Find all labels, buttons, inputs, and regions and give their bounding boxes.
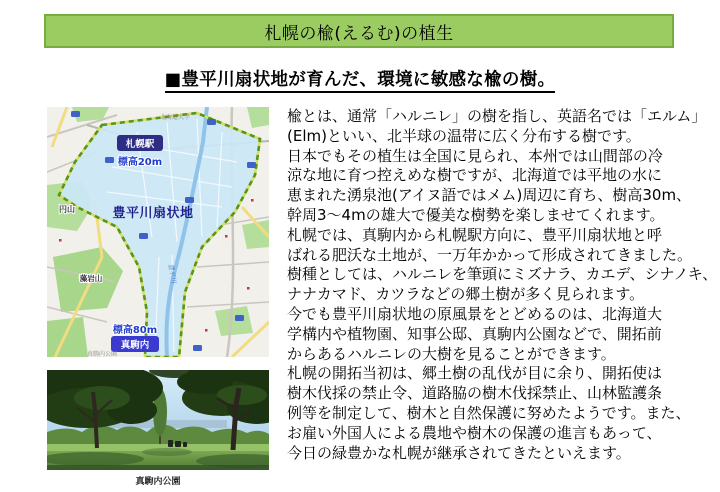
elevation-80m-label: 標高80m (112, 325, 158, 336)
map-image (47, 107, 269, 357)
body-line: 今日の緑豊かな札幌が継承されてきたといえます。 (287, 443, 631, 462)
body-line: 樹木伐採の禁止令、道路脇の樹木伐採禁止、山林監護条 (287, 384, 663, 403)
body-line: 日本でもその植生は全国に見られ、本州では山間部の冷 (287, 146, 663, 165)
body-line: 札幌では、真駒内から札幌駅方向に、豊平川扇状地と呼 (287, 225, 663, 244)
map-label-makomanai-park: 真駒内公園 (87, 351, 118, 357)
photo-bottom-shade (47, 465, 269, 470)
body-line: 樹種としては、ハルニレを筆頭にミズナラ、カエデ、シナノキ、 (287, 265, 718, 284)
photo-caption: 真駒内公園 (135, 477, 181, 487)
maruyama-label: 円山 (59, 205, 75, 214)
body-line: ナナカマド、カツラなどの郷土樹が多く見られます。 (287, 285, 645, 304)
body-line: 涼な地に育つ控えめな樹ですが、北海道では平地の水に (287, 166, 663, 185)
elevation-20m-label: 標高20m (117, 157, 163, 168)
makomanai-label: 真駒内 (120, 340, 150, 351)
body-line: 今でも豊平川扇状地の原風景をとどめるのは、北海道大 (287, 304, 663, 323)
body-line: 楡とは、通常「ハルニレ」の樹を指し、英語名では「エルム」 (287, 107, 707, 125)
body-line: からあるハルニレの大樹を見ることができます。 (287, 344, 616, 363)
fan-name-label: 豊平川扇状地 (112, 206, 194, 221)
moiwa-label: 藻岩山 (79, 274, 103, 283)
map-label-hokkaido-univ: 北海道大学 (159, 114, 191, 121)
body-text (287, 107, 718, 463)
subtitle (0, 66, 720, 91)
body-line: (Elm)といい、北半球の温帯に広く分布する樹です。 (287, 126, 641, 145)
body-line: お雇い外国人による農地や樹木の保護の進言もあって、 (287, 423, 662, 442)
body-line: 札幌の開拓当初は、郷土樹の乱伐が目に余り、開拓使は (287, 364, 663, 383)
sapporo-station-label: 札幌駅 (125, 139, 155, 150)
makomanai-park-photo (47, 370, 269, 470)
body-line: 学構内や植物園、知事公邸、真駒内公園などで、開拓前 (287, 324, 662, 343)
body-line: 幹周3〜4mの雄大で優美な樹勢を楽しませてくれます。 (287, 205, 665, 224)
body-line: 恵まれた湧泉池(アイヌ語ではメム)周辺に育ち、樹高30m、 (287, 186, 692, 205)
body-line: ばれる肥沃な土地が、一万年かかって形成されてきました。 (287, 245, 693, 264)
body-line: 例等を制定して、樹木と自然保護に努めたようです。また、 (287, 403, 691, 422)
title-banner (44, 14, 674, 48)
park-photo-image (47, 370, 269, 470)
river-name-label: 豊平川 (166, 263, 178, 284)
subtitle-text: ■豊平川扇状地が育んだ、環境に敏感な楡の樹。 (165, 70, 556, 93)
toyohira-fan-map (47, 107, 269, 357)
page-title: 札幌の楡(えるむ)の植生 (264, 23, 454, 44)
